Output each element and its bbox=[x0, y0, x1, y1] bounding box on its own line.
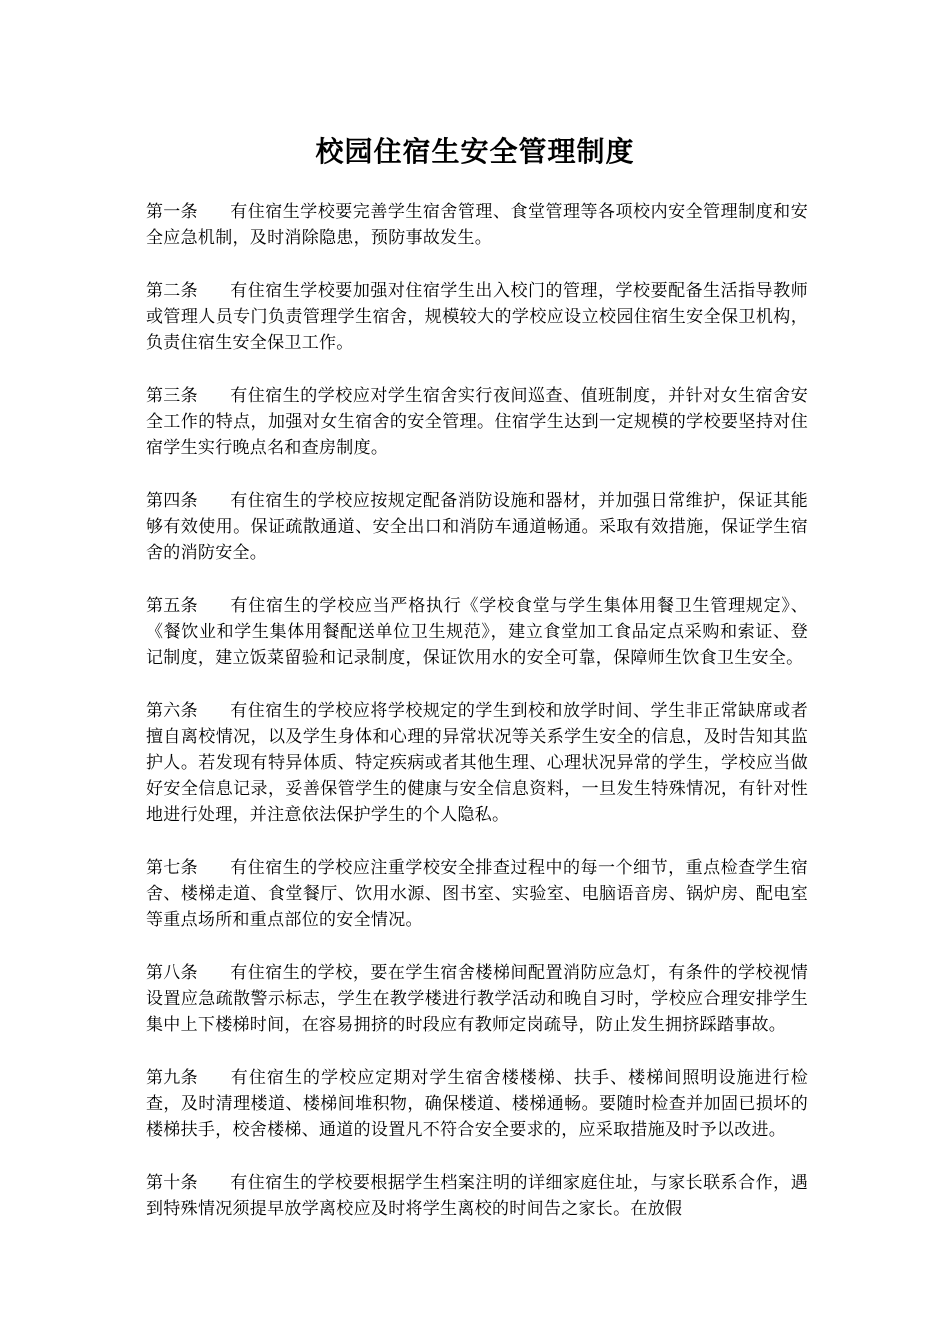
article-number: 第二条 bbox=[146, 281, 198, 301]
article-text: 有住宿生学校要完善学生宿舍管理、食堂管理等各项校内安全管理制度和安全应急机制，及时消除隐患，预防事故发生。 bbox=[146, 202, 808, 248]
article-number: 第十条 bbox=[146, 1173, 198, 1193]
article-number: 第八条 bbox=[146, 963, 198, 983]
article-2 bbox=[146, 278, 808, 356]
article-text: 有住宿生的学校应对学生宿舍实行夜间巡查、值班制度，并针对女生宿舍安全工作的特点，加强对女生宿舍的安全管理。住宿学生达到一定规模的学校要坚持对住宿学生实行晚点名和查房制度。 bbox=[146, 386, 808, 458]
document-body bbox=[146, 199, 808, 1249]
article-10 bbox=[146, 1170, 808, 1222]
article-text: 有住宿生的学校应定期对学生宿舍楼楼梯、扶手、楼梯间照明设施进行检查，及时清理楼道、楼梯间堆积物，确保楼道、楼梯通畅。要随时检查并加固已损坏的楼梯扶手，校舍楼梯、通道的设置凡不符合安全要求的，应采取措施及时予以改进。 bbox=[146, 1068, 808, 1140]
article-3 bbox=[146, 383, 808, 461]
article-8 bbox=[146, 960, 808, 1038]
article-number: 第五条 bbox=[146, 596, 198, 616]
article-text: 有住宿生学校要加强对住宿学生出入校门的管理，学校要配备生活指导教师或管理人员专门负责管理学生宿舍，规模较大的学校应设立校园住宿生安全保卫机构，负责住宿生安全保卫工作。 bbox=[146, 281, 808, 353]
article-text: 有住宿生的学校应按规定配备消防设施和器材，并加强日常维护，保证其能够有效使用。保证疏散通道、安全出口和消防车通道畅通。采取有效措施，保证学生宿舍的消防安全。 bbox=[146, 491, 808, 563]
article-number: 第三条 bbox=[146, 386, 198, 406]
document-title: 校园住宿生安全管理制度 bbox=[315, 135, 635, 168]
article-text: 有住宿生的学校应将学校规定的学生到校和放学时间、学生非正常缺席或者擅自离校情况，以及学生身体和心理的异常状况等关系学生安全的信息，及时告知其监护人。若发现有特异体质、特定疾病或者其他生理、心理状况异常的学生，学校应当做好安全信息记录，妥善保管学生的健康与安全信息资料，一旦发生特殊情况，有针对性地进行处理，并注意依法保护学生的个人隐私。 bbox=[146, 701, 808, 825]
article-number: 第四条 bbox=[146, 491, 198, 511]
article-number: 第七条 bbox=[146, 858, 198, 878]
article-number: 第九条 bbox=[146, 1068, 198, 1088]
article-4 bbox=[146, 488, 808, 566]
article-text: 有住宿生的学校应注重学校安全排查过程中的每一个细节，重点检查学生宿舍、楼梯走道、食堂餐厅、饮用水源、图书室、实验室、电脑语音房、锅炉房、配电室等重点场所和重点部位的安全情况。 bbox=[146, 858, 808, 930]
article-7 bbox=[146, 855, 808, 933]
article-number: 第一条 bbox=[146, 202, 198, 222]
article-5 bbox=[146, 593, 808, 671]
article-6 bbox=[146, 698, 808, 828]
article-text: 有住宿生的学校，要在学生宿舍楼梯间配置消防应急灯，有条件的学校视情设置应急疏散警示标志，学生在教学楼进行教学活动和晚自习时，学校应合理安排学生集中上下楼梯时间，在容易拥挤的时段应有教师定岗疏导，防止发生拥挤踩踏事故。 bbox=[146, 963, 808, 1035]
article-9 bbox=[146, 1065, 808, 1143]
article-1 bbox=[146, 199, 808, 251]
article-text: 有住宿生的学校要根据学生档案注明的详细家庭住址，与家长联系合作，遇到特殊情况须提早放学离校应及时将学生离校的时间告之家长。在放假 bbox=[146, 1173, 808, 1219]
article-number: 第六条 bbox=[146, 701, 198, 721]
article-text: 有住宿生的学校应当严格执行《学校食堂与学生集体用餐卫生管理规定》、《餐饮业和学生集体用餐配送单位卫生规范》，建立食堂加工食品定点采购和索证、登记制度，建立饭菜留验和记录制度，保证饮用水的安全可靠，保障师生饮食卫生安全。 bbox=[146, 596, 808, 668]
